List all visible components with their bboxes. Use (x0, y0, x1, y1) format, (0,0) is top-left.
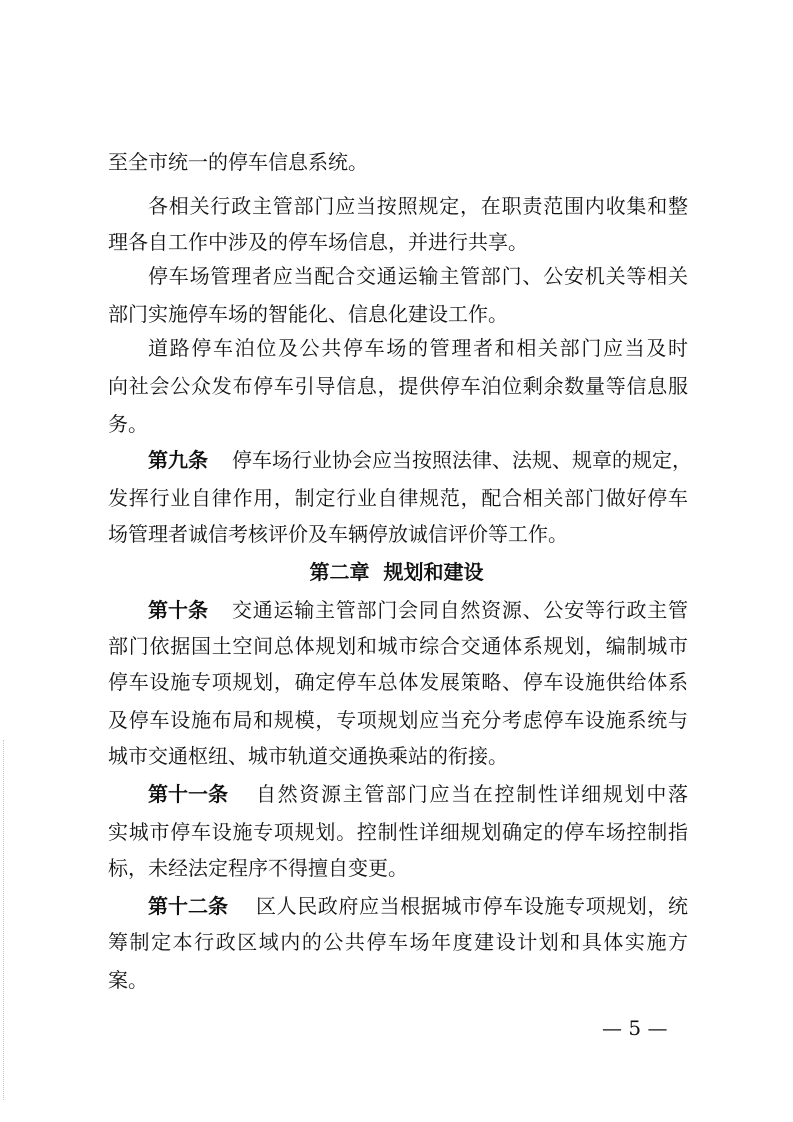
article-number: 第十条 (148, 598, 208, 622)
text-line (0, 848, 793, 888)
text-line (0, 812, 793, 852)
text-line (0, 440, 793, 480)
text-line (0, 478, 793, 518)
text-line (0, 960, 793, 1000)
paragraph-text: 部门实施停车场的智能化、信息化建设工作。 (108, 302, 508, 326)
paragraph-text: 标，未经法定程序不得擅自变更。 (108, 856, 408, 880)
paragraph-text: 案。 (108, 968, 148, 992)
paragraph-text: 区人民政府应当根据城市停车设施专项规划，统 (256, 894, 688, 918)
text-line (0, 736, 793, 776)
chapter-title: 规划和建设 (383, 560, 484, 584)
paragraph-text: 发挥行业自律作用，制定行业自律规范，配合相关部门做好停车 (108, 486, 688, 510)
paragraph-text: 城市交通枢纽、城市轨道交通换乘站的衔接。 (108, 744, 508, 768)
text-line (0, 142, 793, 182)
paragraph-text: 向社会公众发布停车引导信息，提供停车泊位剩余数量等信息服 (108, 374, 688, 398)
text-line (0, 328, 793, 368)
paragraph-text: 自然资源主管部门应当在控制性详细规划中落 (256, 782, 688, 806)
article-number: 第九条 (148, 448, 208, 472)
text-line (0, 626, 793, 666)
text-line (0, 514, 793, 554)
article-number: 第十二条 (148, 894, 228, 918)
paragraph-text: 停车设施专项规划，确定停车总体发展策略、停车设施供给体系 (108, 670, 688, 694)
text-line (0, 404, 793, 444)
text-line (0, 366, 793, 406)
chapter-heading (0, 552, 793, 592)
text-line (0, 922, 793, 962)
text-line (0, 774, 793, 814)
paragraph-text: 各相关行政主管部门应当按照规定，在职责范围内收集和整 (148, 194, 688, 218)
paragraph-text: 道路停车泊位及公共停车场的管理者和相关部门应当及时 (148, 336, 688, 360)
paragraph-text: 停车场行业协会应当按照法律、法规、规章的规定， (232, 448, 692, 472)
scan-edge-divider (3, 740, 5, 1100)
paragraph-text: 理各自工作中涉及的停车场信息，并进行共享。 (108, 230, 528, 254)
paragraph-text: 部门依据国土空间总体规划和城市综合交通体系规划，编制城市 (108, 634, 688, 658)
page-number: — 5 — (602, 1016, 668, 1040)
paragraph-text: 至全市统一的停车信息系统。 (108, 150, 368, 174)
text-line (0, 700, 793, 740)
article-number: 第十一条 (148, 782, 228, 806)
paragraph-text: 实城市停车设施专项规划。控制性详细规划确定的停车场控制指 (108, 820, 688, 844)
paragraph-text: 场管理者诚信考核评价及车辆停放诚信评价等工作。 (108, 522, 568, 546)
paragraph-text: 停车场管理者应当配合交通运输主管部门、公安机关等相关 (148, 264, 688, 288)
text-line (0, 886, 793, 926)
text-line (0, 662, 793, 702)
paragraph-text: 及停车设施布局和规模，专项规划应当充分考虑停车设施系统与 (108, 708, 688, 732)
paragraph-text: 筹制定本行政区域内的公共停车场年度建设计划和具体实施方 (108, 930, 688, 954)
chapter-number: 第二章 (309, 560, 370, 584)
paragraph-text: 交通运输主管部门会同自然资源、公安等行政主管 (232, 598, 688, 622)
text-line (0, 256, 793, 296)
text-line (0, 186, 793, 226)
paragraph-text: 务。 (108, 412, 148, 436)
text-line (0, 590, 793, 630)
